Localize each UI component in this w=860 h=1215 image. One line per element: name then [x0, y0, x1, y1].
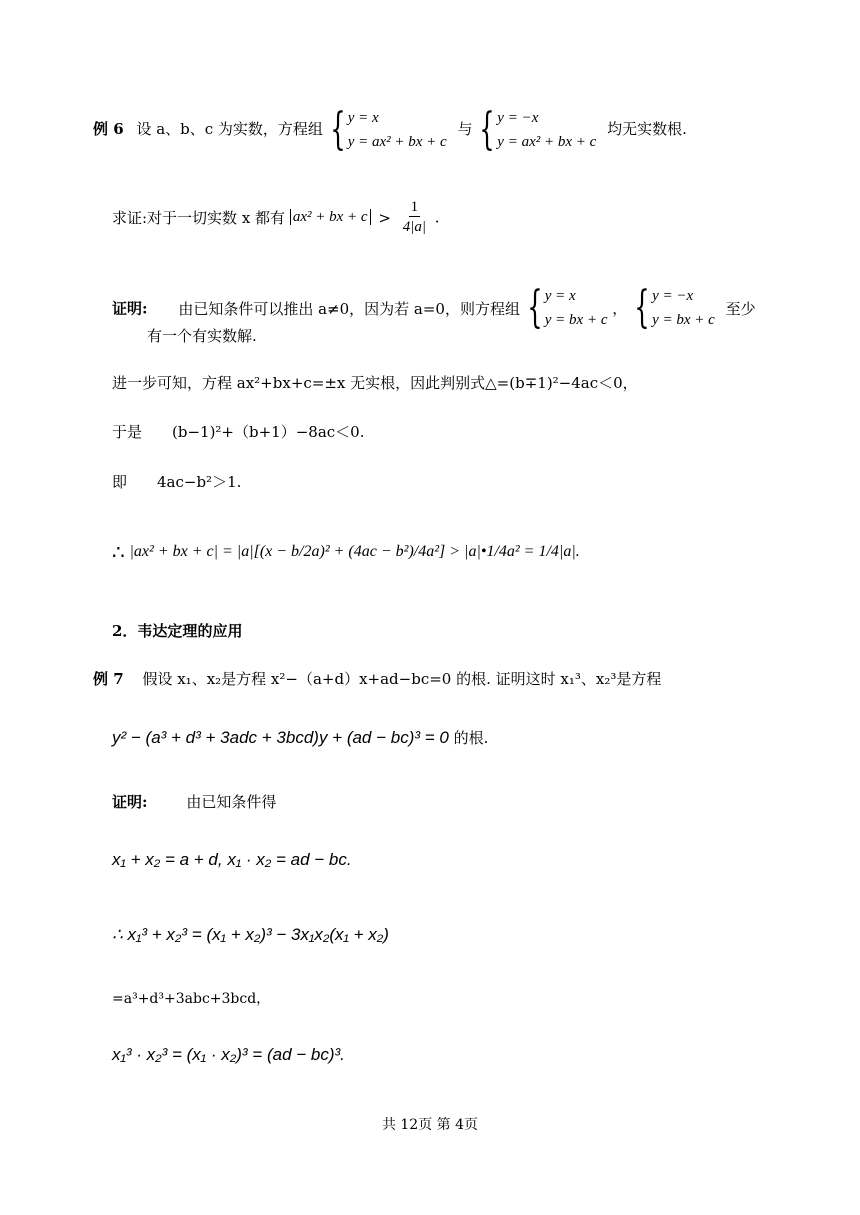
conclusion-line [112, 540, 580, 564]
equation-system-2 [477, 106, 596, 154]
proof-label: 证明: [112, 299, 148, 318]
equation-tail: 的根. [453, 729, 489, 747]
equation-system-3 [525, 284, 608, 332]
example-tail: 均无实数根. [607, 120, 687, 138]
proof2-line [112, 791, 276, 812]
gt-sign: > [378, 208, 391, 227]
example7-line [93, 668, 661, 689]
proof2-formula-4: x₁³ · x₂³ = (x₁ · x₂)³ = (ad − bc)³. [112, 1045, 345, 1064]
conclusion-expression: |ax² + bx + c| = |a|[(x − b/2a)² + (4ac − b²)/4a²] > |a|•1/4a² = 1/4|a|. [129, 543, 580, 560]
proof2-formula-2: ∴ x₁³ + x₂³ = (x₁ + x₂)³ − 3x₁x₂(x₁ + x₂) [112, 925, 389, 944]
proof1-line2: 有一个有实数解. [147, 327, 257, 345]
example-label: 例 7 [93, 670, 124, 688]
example6-line [93, 106, 687, 154]
example7-equation-line [112, 727, 488, 748]
example-intro: 设 a、b、c 为实数，方程组 [136, 120, 323, 138]
proof-text: 由已知条件可以推出 a≠0，因为若 a=0，则方程组 [178, 299, 520, 318]
comma: ， [612, 299, 628, 318]
claim-lhs: ax² + bx + c [290, 209, 371, 225]
page-footer: 共 12页 第 4页 [381, 1117, 479, 1133]
proof-text: 由已知条件得 [186, 793, 277, 811]
system-line: y = −x [652, 288, 694, 304]
equation-system-4 [632, 284, 715, 332]
step-line: 即 4ac−b²＞1. [112, 473, 242, 491]
step-line: 进一步可知，方程 ax²+bx+c=±x 无实根，因此判别式△=(b∓1)²−4ac＜0， [112, 374, 638, 392]
system-line: y = ax² + bx + c [347, 134, 447, 150]
connector-text: 与 [457, 120, 473, 138]
proof-label: 证明: [112, 793, 148, 811]
section-title: 2．韦达定理的应用 [112, 622, 243, 640]
brace-icon: { [634, 282, 650, 333]
brace-icon: { [479, 104, 495, 155]
system-line: y = bx + c [652, 312, 715, 328]
example-text: 假设 x₁、x₂是方程 x²−（a+d）x+ad−bc=0 的根. 证明这时 x₁³、x₂³是方程 [142, 670, 662, 688]
system-line: y = x [544, 288, 576, 304]
proof2-formula-1: x₁ + x₂ = a + d, x₁ · x₂ = ad − bc. [112, 850, 352, 869]
claim-text: 求证:对于一切实数 x 都有 [112, 209, 286, 227]
therefore-symbol: ∴ [112, 540, 125, 564]
system-line: y = ax² + bx + c [497, 134, 597, 150]
system-line: y = bx + c [544, 312, 608, 328]
equation-system-1 [328, 106, 447, 154]
proof-tail: 至少 [725, 299, 756, 318]
claim-line [112, 198, 440, 237]
system-line: y = −x [497, 110, 539, 126]
fraction-denominator: 4|a| [402, 219, 426, 235]
example-label: 例 6 [93, 120, 124, 138]
claim-fraction [401, 198, 428, 237]
fraction-numerator: 1 [410, 199, 419, 215]
proof2-formula-3: =a³+d³+3abc+3bcd， [112, 991, 271, 1007]
step-line: 于是 (b−1)²+（b+1）−8ac＜0. [112, 423, 365, 441]
brace-icon: { [527, 282, 543, 333]
example7-equation: y² − (a³ + d³ + 3adc + 3bcd)y + (ad − bc)³ = 0 [112, 728, 449, 747]
claim-end: . [434, 208, 440, 227]
system-line: y = x [347, 110, 379, 126]
brace-icon: { [330, 104, 346, 155]
